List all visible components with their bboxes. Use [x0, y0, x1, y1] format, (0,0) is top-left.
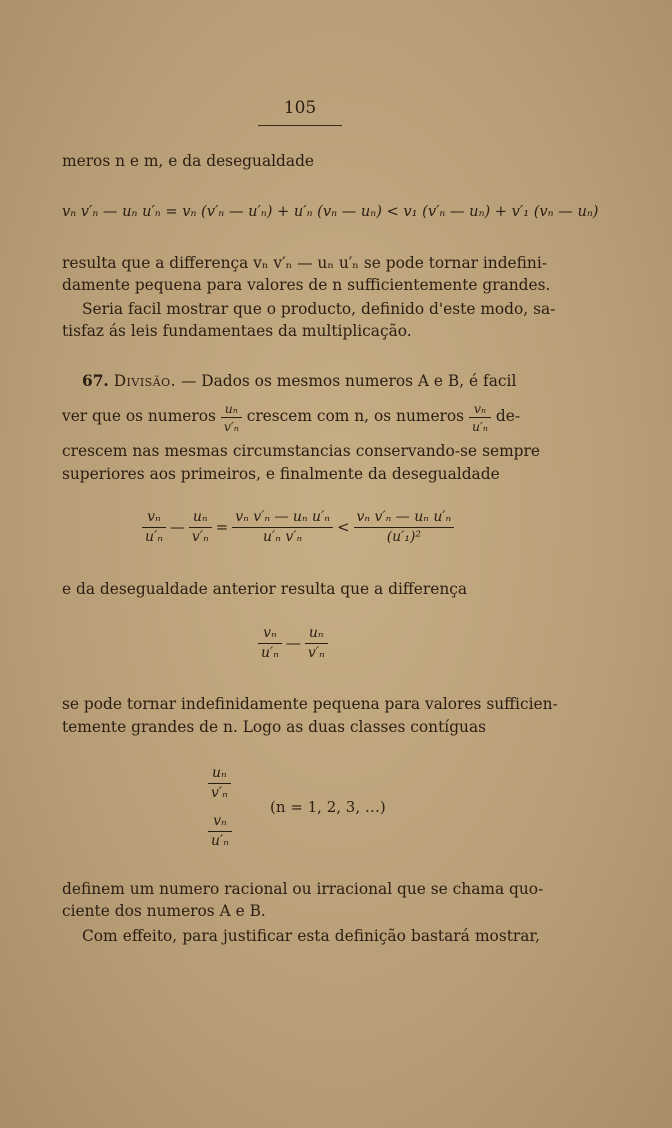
- fraction: [208, 814, 232, 849]
- class-fraction-2: [208, 814, 232, 849]
- denominator: u′ₙ: [145, 529, 163, 545]
- numerator: vₙ: [469, 402, 491, 418]
- fraction: [142, 510, 166, 545]
- fraction: [232, 510, 333, 545]
- fraction: [258, 626, 282, 661]
- numerator: vₙ v′ₙ — uₙ u′ₙ: [354, 510, 455, 528]
- text-line-4: Seria facil mostrar que o producto, definido d'este modo, sa-: [82, 300, 556, 318]
- text-line-14: ciente dos numeros A e B.: [62, 902, 266, 920]
- text-segment: crescem com n, os numeros: [246, 407, 465, 425]
- equation-3: $\frac{\text{vₙ}}{\text{u′ₙ}}$ — $\frac{\text{uₙ}}{\text{v′ₙ}}$: [258, 626, 328, 661]
- fraction: [208, 766, 231, 801]
- class-fraction-1: [208, 766, 231, 801]
- denominator: u′ₙ: [471, 418, 488, 434]
- text-segment: de-: [495, 407, 521, 425]
- text-line-2: resulta que a differença vₙ v′ₙ — uₙ u′ₙ se pode tornar indefini-: [62, 254, 547, 272]
- fraction-un-vn: [221, 402, 242, 433]
- denominator: v′ₙ: [191, 529, 209, 545]
- text-line-9: superiores aos primeiros, e finalmente da desegualdade: [62, 465, 500, 483]
- text-line-5: tisfaz ás leis fundamentaes da multiplicação.: [62, 322, 412, 340]
- numerator: uₙ: [189, 510, 212, 528]
- equation-1: vₙ v′ₙ — uₙ u′ₙ = vₙ (v′ₙ — u′ₙ) + u′ₙ (vₙ — uₙ) < v₁ (v′ₙ — uₙ) + v′₁ (vₙ — uₙ): [62, 203, 599, 220]
- denominator: (u′₁)²: [386, 529, 422, 545]
- text-line-13: definem um numero racional ou irracional que se chama quo-: [62, 880, 544, 898]
- numerator: uₙ: [221, 402, 242, 418]
- section-67-heading: [82, 370, 540, 392]
- section-text: — Dados os mesmos numeros A e B, é facil: [180, 372, 517, 390]
- numerator: vₙ v′ₙ — uₙ u′ₙ: [232, 510, 333, 528]
- denominator: v′ₙ: [223, 418, 239, 434]
- text-line-10: e da desegualdade anterior resulta que a differença: [62, 580, 468, 598]
- text-segment: ver que os numeros: [62, 407, 216, 425]
- section-number: 67.: [82, 372, 109, 390]
- fraction: [305, 626, 328, 661]
- text-line-15: Com effeito, para justificar esta definição bastará mostrar,: [82, 927, 540, 945]
- numerator: uₙ: [208, 766, 231, 784]
- fraction-vn-un: [469, 402, 491, 433]
- numerator: uₙ: [305, 626, 328, 644]
- denominator: u′ₙ: [261, 645, 279, 661]
- numerator: vₙ: [142, 510, 166, 528]
- equation-2: $\frac{\text{vₙ}}{\text{u′ₙ}}$ — $\frac{\text{uₙ}}{\text{v′ₙ}}$ = $\frac{\text{vₙ v′ₙ — uₙ u′ₙ}}{\text{u′ₙ v′ₙ}}$ < $\frac{\text{vₙ v′ₙ — uₙ u′ₙ}}{\text{(u′₁)²}}$: [142, 510, 454, 545]
- numerator: vₙ: [258, 626, 282, 644]
- denominator: u′ₙ v′ₙ: [263, 529, 303, 545]
- numerator: vₙ: [208, 814, 232, 832]
- section-title: Divisão.: [113, 372, 177, 390]
- text-line-11: se pode tornar indefinidamente pequena para valores sufficien-: [62, 695, 558, 713]
- index-range: (n = 1, 2, 3, …): [270, 798, 386, 816]
- text-line-12: temente grandes de n. Logo as duas classes contíguas: [62, 718, 487, 736]
- text-line-3: damente pequena para valores de n sufficientemente grandes.: [62, 276, 551, 294]
- text-line-1: meros n e m, e da desegualdade: [62, 152, 315, 170]
- text-line-7: [62, 398, 540, 434]
- denominator: v′ₙ: [211, 785, 228, 801]
- text-line-8: crescem nas mesmas circumstancias conservando-se sempre: [62, 442, 540, 460]
- page-number: 105: [283, 98, 317, 118]
- fraction: [354, 510, 455, 545]
- fraction: [189, 510, 212, 545]
- denominator: u′ₙ: [211, 833, 229, 849]
- header-rule: [258, 125, 342, 126]
- denominator: v′ₙ: [307, 645, 325, 661]
